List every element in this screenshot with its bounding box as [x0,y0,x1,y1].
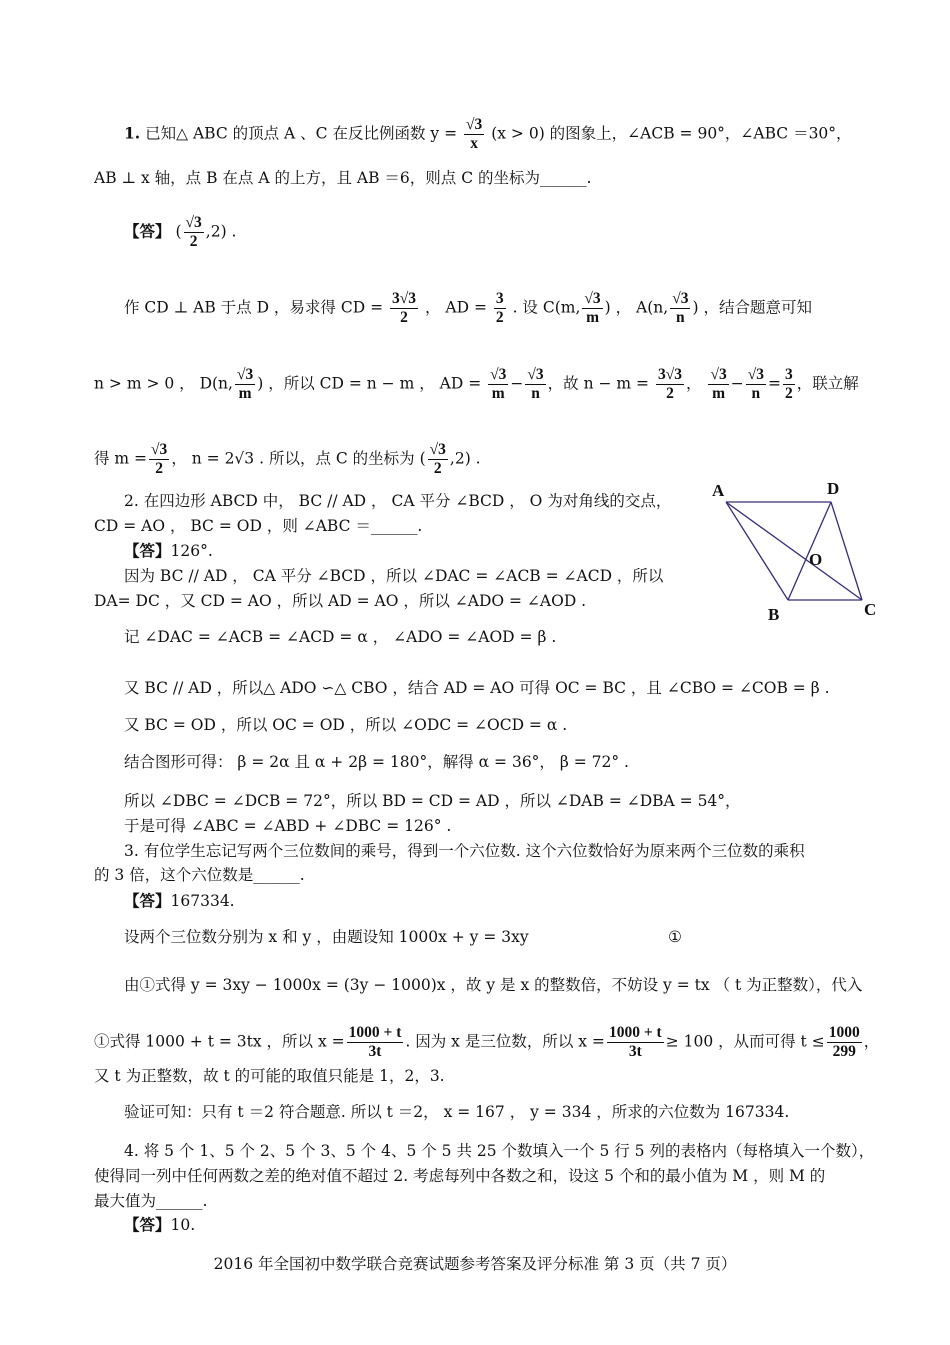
problem4-line2: 使得同一列中任何两数之差的绝对值不超过 2. 考虑每列中各数之和，设这 5 个和的最小值为 M ，则 M 的 [94,1167,826,1185]
label-b: B [768,605,780,624]
problem3-sol-2: 由①式得 y = 3xy − 1000x = (3y − 1000)x ，故 y 是 x 的整数倍，不妨设 y = tx （ t 为正整数），代入 [124,976,863,994]
fraction: $\frac{3√3}{2}$ [392,290,417,326]
edge-cd [831,502,862,600]
problem2-sol-5: 又 BC = OD ，所以 OC = OD ，所以 ∠ODC = ∠OCD = α . [124,716,568,734]
edge-ab [726,502,788,600]
label-c: C [864,600,877,619]
problem1-text-b: (x > 0) 的图象上，∠ACB = 90°，∠ABC ＝30°， [491,124,852,143]
answer-label: 【答】 [124,541,171,560]
fraction: $\frac{√3}{m}$ [236,366,254,402]
problem3-circle-mark: ① [668,928,682,946]
problem3-sol-4: 又 t 为正整数，故 t 的可能的取值只能是 1，2，3. [94,1067,445,1085]
problem2-line2: CD = AO ， BC = OD ，则 ∠ABC ＝______. [94,517,423,535]
problem2-answer: 【答】126°. [124,541,213,560]
fraction: $\frac{√3}{m}$ [490,366,507,402]
fraction: $\frac{√3}{n}$ [527,366,544,402]
problem3-sol-1: 设两个三位数分别为 x 和 y ，由题设知 1000x + y = 3xy [124,928,529,946]
problem-number: 1. [124,123,141,143]
fraction: $\frac{√3}{m}$ [584,290,601,326]
label-d: D [827,479,840,498]
problem4-line3: 最大值为______. [94,1192,208,1210]
problem3-line2: 的 3 倍，这个六位数是______. [94,866,305,884]
answer-label: 【答】 [124,1215,171,1234]
problem1-solution-line3: 得 m = $\frac{√3}{2}$ ， n = 2√3 . 所以，点 C 的坐标为 ( $\frac{√3}{2}$ ,2) . [94,441,481,477]
fraction: $\frac{3√3}{2}$ [657,366,682,402]
problem1-text-a: 已知△ ABC 的顶点 A 、C 在反比例函数 y = [145,124,458,143]
problem3-line1: 3. 有位学生忘记写两个三位数间的乘号，得到一个六位数. 这个六位数恰好为原来两个三位数的乘积 [124,842,805,860]
problem3-answer: 【答】167334. [124,891,235,910]
problem2-sol-6: 结合图形可得： β = 2α 且 α + 2β = 180°，解得 α = 36°， β = 72° . [124,753,629,771]
problem2-sol-8: 于是可得 ∠ABC = ∠ABD + ∠DBC = 126° . [124,817,452,835]
problem2-sol-3: 记 ∠DAC = ∠ACB = ∠ACD = α ， ∠ADO = ∠AOD = β . [124,628,557,646]
problem2-line1: 2. 在四边形 ABCD 中， BC // AD ， CA 平分 ∠BCD ， O 为对角线的交点， [124,492,672,510]
label-a: A [712,481,725,500]
fraction: $\frac{1000 + t}{3t}$ [608,1024,662,1060]
problem4-answer: 【答】10. [124,1215,196,1234]
fraction: $\frac{√3}{n}$ [672,290,689,326]
fraction: $\frac{1000 + t}{3t}$ [348,1024,402,1060]
fraction: $\frac{1000}{299}$ [828,1024,860,1060]
problem3-sol-3: ①式得 1000 + t = 3tx ，所以 x = $\frac{1000 + t}{3t}$ . 因为 x 是三位数，所以 x = $\frac{1000 + t}{3t}$ ≥ 100 ，从而可得 t ≤ $\frac{1000}{299}$ ， [94,1024,880,1060]
fraction: $\frac{√3}{m}$ [710,366,727,402]
problem3-sol-5: 验证可知：只有 t ＝2 符合题意. 所以 t ＝2， x = 167 ， y = 334 ，所求的六位数为 167334. [124,1103,790,1121]
label-o: O [809,550,823,569]
answer-label: 【答】 [124,891,171,910]
problem4-line1: 4. 将 5 个 1、5 个 2、5 个 3、5 个 4、5 个 5 共 25 个数填入一个 5 行 5 列的表格内（每格填入一个数）， [124,1142,875,1160]
fraction: $\frac{√3}{2}$ [185,214,202,250]
problem2-sol-4: 又 BC // AD ，所以△ ADO ∽△ CBO ，结合 AD = AO 可得 OC = BC ，且 ∠CBO = ∠COB = β . [124,679,830,697]
quadrilateral-figure [700,470,900,630]
problem1-line1 [124,116,852,153]
problem1-line2: AB ⊥ x 轴，点 B 在点 A 的上方，且 AB ＝6，则点 C 的坐标为______. [94,169,592,187]
problem2-sol-7: 所以 ∠DBC = ∠DCB = 72°，所以 BD = CD = AD ，所以 ∠DAB = ∠DBA = 54°， [124,792,741,810]
problem2-sol-2: DA= DC ，又 CD = AO ，所以 AD = AO ，所以 ∠ADO = ∠AOD . [94,592,587,610]
problem1-solution-line1: 作 CD ⊥ AB 于点 D ，易求得 CD = $\frac{3√3}{2}$ ， AD = $\frac{3}{2}$ . 设 C(m, $\frac{√3}{m}$ ) ， A(n, $\frac{√3}{n}$ ) ，结合题意可知 [124,290,812,326]
fraction: $\frac{3}{2}$ [495,290,504,326]
fraction: $\frac{√3}{n}$ [747,366,764,402]
problem1-answer: 【答】 ( $\frac{√3}{2}$ ,2) . [124,214,237,250]
problem1-solution-line2: n > m > 0 ， D(n, $\frac{√3}{m}$ ) ，所以 CD = n − m ， AD = $\frac{√3}{m}$ − $\frac{√3}{n}$ ，故 n − m = $\frac{3√3}{2}$ ， $\frac{√3}{m}$ − $\frac{√3}{n}$ = $\frac{3}{2}$ ，联立解 [94,366,859,402]
problem2-sol-1: 因为 BC // AD ， CA 平分 ∠BCD ，所以 ∠DAC = ∠ACB = ∠ACD ，所以 [124,567,664,585]
answer-label: 【答】 [124,221,171,241]
page-footer: 2016 年全国初中数学联合竞赛试题参考答案及评分标准 第 3 页（共 7 页） [213,1255,737,1273]
fraction: $\frac{√3}{2}$ [429,441,446,477]
fraction: $\frac{√3}{x}$ [466,116,483,152]
fraction: $\frac{√3}{2}$ [151,441,168,477]
fraction: $\frac{3}{2}$ [784,366,793,402]
